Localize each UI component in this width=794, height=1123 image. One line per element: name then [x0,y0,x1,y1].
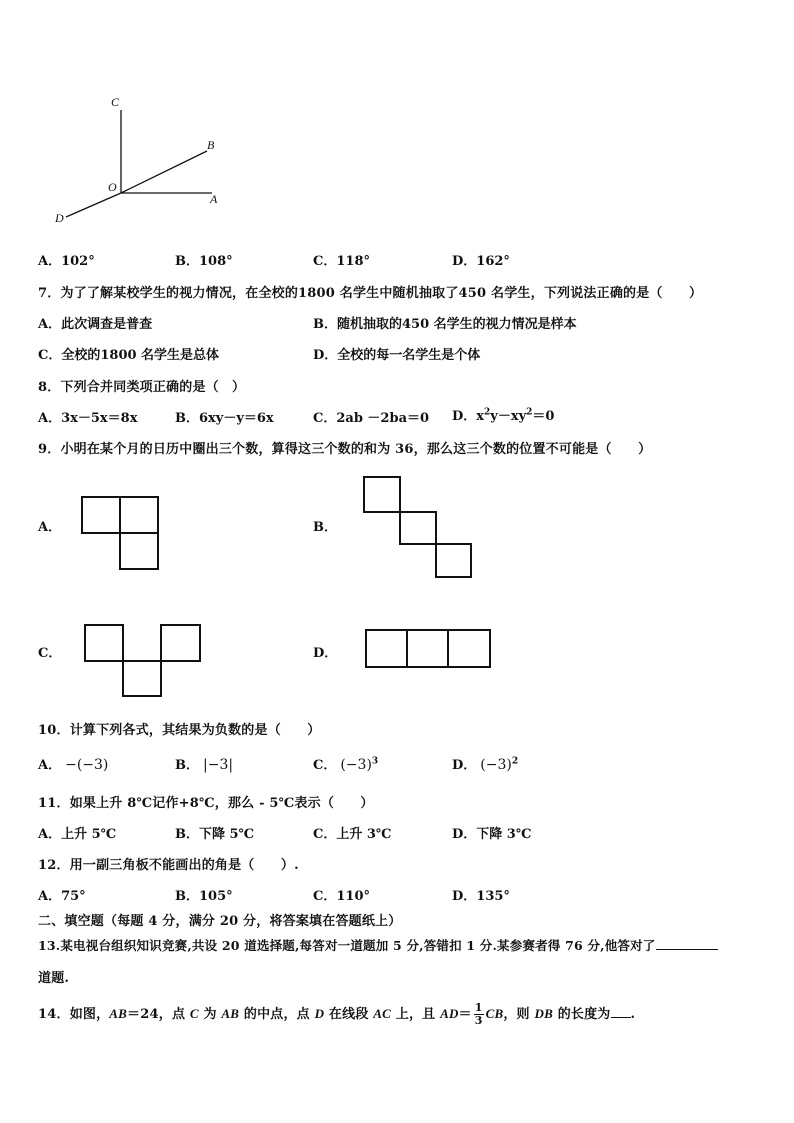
q6-option-b: B．108° [175,254,233,269]
q11-option-c: C．上升 3℃ [313,827,392,842]
q14-part: 的中点，点 [239,1007,315,1022]
q10-d-sup: 2 [511,756,519,767]
q10-option-d [452,754,518,773]
q9-d-cell-3 [448,630,490,667]
q12-option-a: A．75° [38,889,86,904]
q13-line2: 道题. [38,971,70,986]
q14-part: ＝24，点 [127,1007,190,1022]
q10-a-expr: −(−3) [65,757,109,773]
label-d: D [55,211,64,225]
q14-part: . [630,1007,636,1022]
q9-a-cell-3 [120,533,158,569]
q14-var-ad: AD [440,1006,459,1021]
q6-option-c: C．118° [313,254,370,269]
q9-label-b: B． [313,520,337,535]
q14-part: ＝ [458,1007,472,1022]
q9-c-cell-2 [123,661,161,696]
q9-label-a: A． [38,520,62,535]
q10-option-c [313,754,378,773]
q14-var-d: D [314,1006,325,1021]
q10-b-expr: |−3| [203,757,234,773]
q6-option-d: D．162° [452,254,510,269]
q14-part: 的长度为 [552,1007,611,1022]
q14-var-ab: AB [109,1006,128,1021]
q8-d-mid: y－xy [490,409,527,424]
label-c: C [111,95,120,109]
q13-line1 [38,936,718,954]
q14-var-cb: CB [485,1006,504,1021]
q14-var-ac: AC [373,1006,392,1021]
q11-stem: 11．如果上升 8℃记作+8℃，那么 - 5℃表示（ ） [38,796,374,811]
q14-var-db: DB [534,1006,553,1021]
q10-d-label: D． [452,758,477,773]
q14-part: 上，且 [391,1007,441,1022]
q9-c-cell-1 [85,625,123,661]
q9-b-cell-1 [364,477,400,512]
q14-part: 14．如图， [38,1007,110,1022]
q14-stem [38,1002,635,1027]
q12-stem: 12．用一副三角板不能画出的角是（ ）. [38,858,299,873]
q10-stem: 10．计算下列各式，其结果为负数的是（ ） [38,723,321,738]
label-o: O [108,180,117,194]
q7-option-c: C．全校的1800 名学生是总体 [38,348,220,363]
q11-option-d: D．下降 3℃ [452,827,532,842]
q7-option-b: B．随机抽取的450 名学生的视力情况是样本 [313,317,577,332]
label-a: A [210,192,218,206]
q9-stem: 9．小明在某个月的日历中圈出三个数，算得这三个数的和为 36，那么这三个数的位置不可能是（ ） [38,442,652,457]
q9-d-cell-1 [366,630,407,667]
q8-option-a: A．3x－5x＝8x [38,411,138,426]
q10-c-expr: (−3) [340,757,372,773]
q9-label-c: C． [38,646,62,661]
q14-part: 为 [198,1007,222,1022]
q7-option-a: A．此次调查是普查 [38,317,153,332]
q8-d-suffix: ＝0 [532,409,555,424]
q13-text: 13.某电视台组织知识竞赛,共设 20 道选择题,每答对一道题加 5 分,答错扣 1 分.某参赛者得 76 分,他答对了 [38,938,656,953]
section-heading: 二、填空题（每题 4 分，满分 20 分，将答案填在答题纸上） [38,914,402,929]
q10-d-expr: (−3) [480,757,512,773]
q14-var-c: C [189,1006,199,1021]
q8-stem: 8．下列合并同类项正确的是（ ） [38,380,246,395]
q9-d-cell-2 [407,630,448,667]
q9-a-cell-2 [120,497,158,533]
q12-option-d: D．135° [452,889,510,904]
q10-option-b [175,754,233,773]
q14-frac-den: 3 [474,1014,483,1027]
q8-d-prefix: D．x [452,409,485,424]
q14-part: 在线段 [324,1007,374,1022]
q10-c-sup: 3 [371,756,379,767]
q8-option-c: C．2ab －2ba＝0 [313,411,430,426]
q14-frac-num: 1 [474,1001,483,1014]
q12-option-b: B．105° [175,889,233,904]
q14-fraction [474,1002,484,1027]
q10-c-label: C． [313,758,337,773]
q9-b-cell-3 [436,544,471,577]
q14-var-ab2: AB [221,1006,240,1021]
q8-d-sup1: 2 [484,407,491,418]
q11-option-b: B．下降 5℃ [175,827,255,842]
label-b: B [207,138,215,152]
q9-a-cell-1 [82,497,120,533]
q11-option-a: A．上升 5℃ [38,827,117,842]
q9-c-cell-3 [161,625,200,661]
q10-b-label: B． [175,758,199,773]
q8-option-b: B．6xy－y＝6x [175,411,274,426]
q8-d-sup2: 2 [526,407,533,418]
q10-a-label: A． [38,758,62,773]
q14-answer-blank[interactable] [611,1017,631,1018]
q9-label-d: D． [313,646,338,661]
q7-option-d: D．全校的每一名学生是个体 [313,348,481,363]
q6-option-a: A．102° [38,254,95,269]
q12-option-c: C．110° [313,889,370,904]
q14-part: ，则 [503,1007,535,1022]
q9-b-cell-2 [400,512,436,544]
q10-option-a [38,754,108,773]
q13-answer-blank[interactable] [656,949,718,950]
q7-stem: 7．为了了解某校学生的视力情况，在全校的1800 名学生中随机抽取了450 名学生，下列说法正确的是（ ） [38,286,703,301]
